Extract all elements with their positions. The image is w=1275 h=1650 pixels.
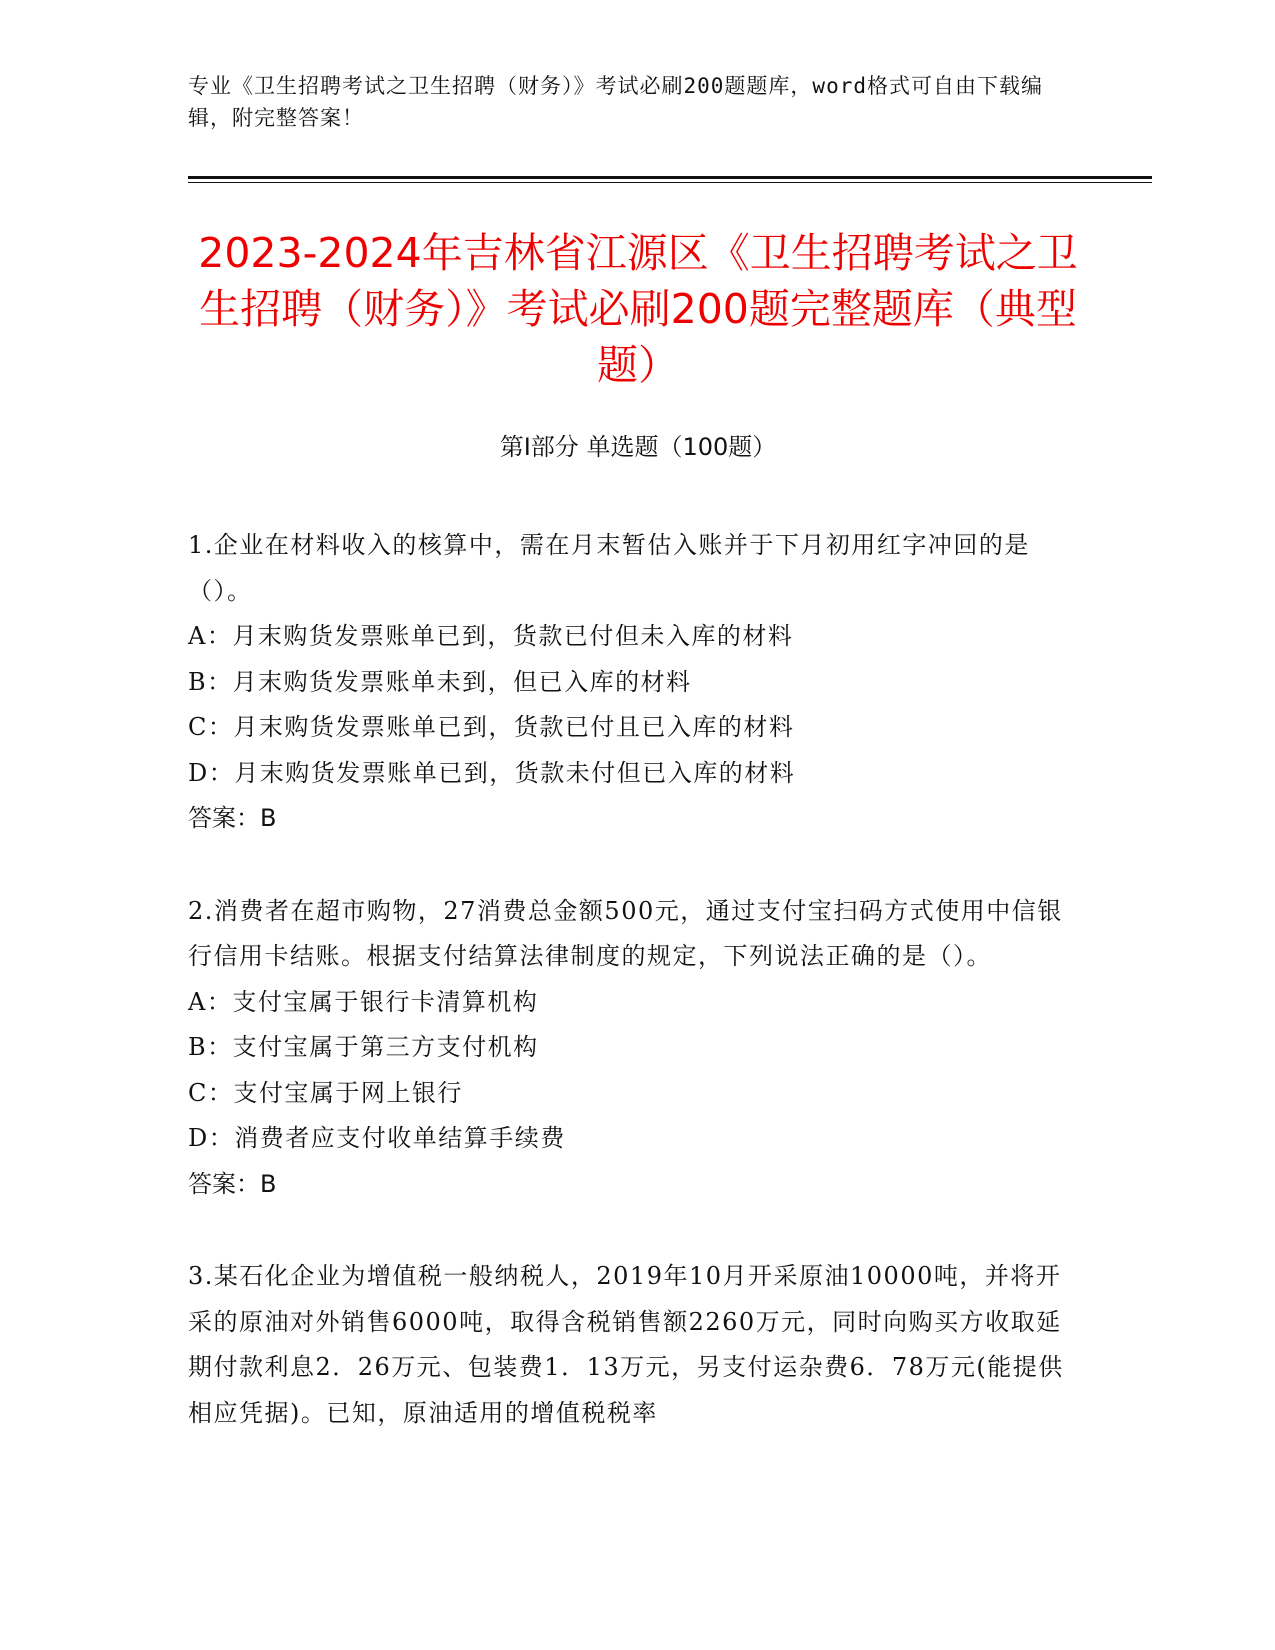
answer: 答案：B	[188, 1169, 277, 1198]
option-b: B：支付宝属于第三方支付机构	[188, 1033, 539, 1061]
answer: 答案：B	[188, 804, 277, 832]
section-heading: 第Ⅰ部分 单选题（100题）	[499, 433, 777, 461]
question-list	[188, 523, 1068, 1483]
question-3	[188, 1254, 1068, 1436]
question-stem: 3.某石化企业为增值税一般纳税人，2019年10月开采原油10000吨，并将开采的原油对外销售6000吨，取得含税销售额2260万元，同时向购买方收取延期付款利息2．26万元、包装费1．13万元，另支付运杂费6．78万元(能提供相应凭据)。已知，原油适用的增值税税率	[188, 1262, 1064, 1427]
option-c: C：支付宝属于网上银行	[188, 1078, 463, 1107]
question-1	[188, 523, 1068, 842]
question-stem: 2.消费者在超市购物，27消费总金额500元，通过支付宝扫码方式使用中信银行信用卡结账。根据支付结算法律制度的规定，下列说法正确的是（）。	[188, 896, 1063, 970]
header-divider-thin	[188, 182, 1152, 183]
document-title: 2023-2024年吉林省江源区《卫生招聘考试之卫生招聘（财务）》考试必刷200题完整题库（典型题）	[198, 229, 1078, 389]
option-d: D：消费者应支付收单结算手续费	[188, 1124, 566, 1152]
option-b: B：月末购货发票账单未到，但已入库的材料	[188, 667, 692, 696]
header-note: 专业《卫生招聘考试之卫生招聘（财务）》考试必刷200题题库，word格式可自由下载编辑，附完整答案！	[188, 74, 1043, 130]
option-d: D：月末购货发票账单已到，货款未付但已入库的材料	[188, 758, 796, 787]
option-c: C：月末购货发票账单已到，货款已付且已入库的材料	[188, 713, 795, 741]
header-divider-thick	[188, 176, 1152, 179]
option-a: A：月末购货发票账单已到，货款已付但未入库的材料	[188, 622, 794, 650]
option-a: A：支付宝属于银行卡清算机构	[188, 987, 539, 1016]
question-2	[188, 889, 1068, 1208]
question-stem: 1.企业在材料收入的核算中，需在月末暂估入账并于下月初用红字冲回的是（）。	[188, 531, 1030, 605]
